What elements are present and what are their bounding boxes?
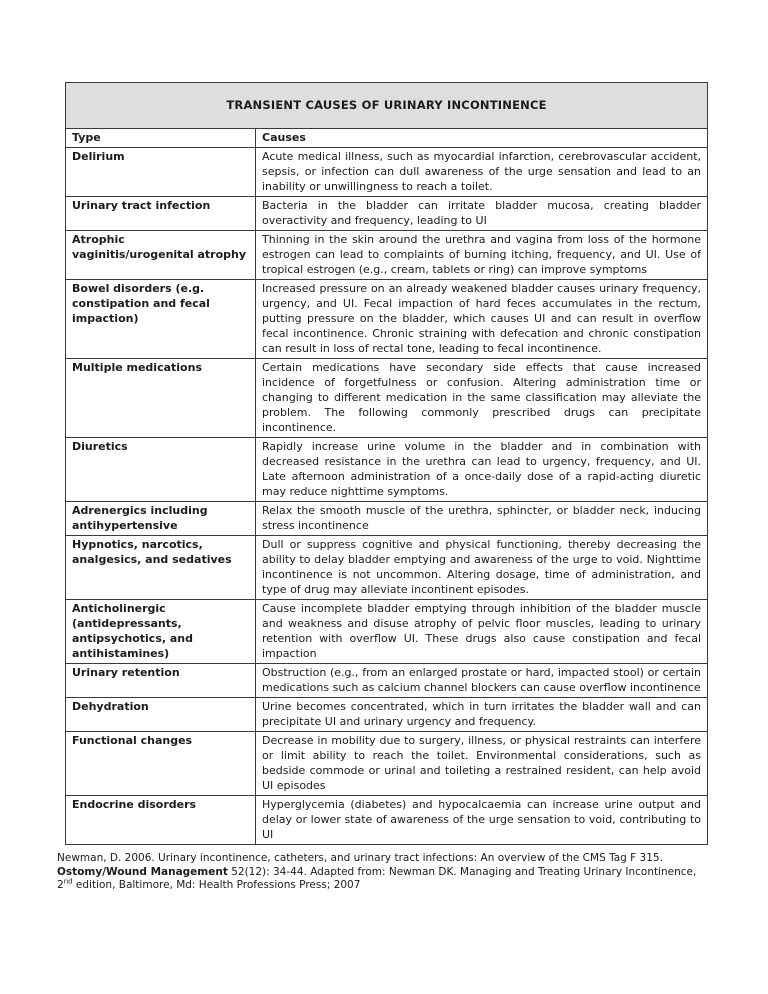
causes-cell: Obstruction (e.g., from an enlarged prostate or hard, impacted stool) or certain medications such as calcium channel blockers can cause overflow incontinence <box>256 664 708 698</box>
table-row <box>66 231 708 280</box>
table-row <box>66 732 708 796</box>
citation-text-1: Newman, D. 2006. Urinary incontinence, catheters, and urinary tract infections: An overview of the CMS Tag F 315. <box>57 852 663 864</box>
column-header-causes: Causes <box>256 129 708 148</box>
causes-cell: Increased pressure on an already weakened bladder causes urinary frequency, urgency, and UI. Fecal impaction of hard feces accumulates in the rectum, putting pressure on the bladder, which causes UI and can result in overflow fecal incontinence. Chronic straining with defecation and chronic constipation can result in loss of rectal tone, leading to fecal incontinence. <box>256 280 708 359</box>
type-cell: Hypnotics, narcotics, analgesics, and sedatives <box>66 536 256 600</box>
type-cell: Bowel disorders (e.g. constipation and fecal impaction) <box>66 280 256 359</box>
table-row <box>66 698 708 732</box>
causes-cell: Urine becomes concentrated, which in turn irritates the bladder wall and can precipitate UI and urinary urgency and frequency. <box>256 698 708 732</box>
type-cell: Functional changes <box>66 732 256 796</box>
citation-text-2: 52(12): 34-44. Adapted from: Newman DK. Managing and Treating Urinary Incontinence, 2 <box>57 865 697 891</box>
causes-cell: Bacteria in the bladder can irritate bladder mucosa, creating bladder overactivity and frequency, leading to UI <box>256 197 708 231</box>
causes-cell: Certain medications have secondary side effects that cause increased incidence of forgetfulness or confusion. Altering administration time or changing to different medication in the same classification may alleviate the problem. The following commonly prescribed drugs can precipitate incontinence. <box>256 359 708 438</box>
table-row <box>66 197 708 231</box>
citation-text-3: edition, Baltimore, Md: Health Professions Press; 2007 <box>72 879 361 891</box>
table-title-row <box>66 83 708 129</box>
type-cell: Urinary retention <box>66 664 256 698</box>
table-row <box>66 502 708 536</box>
table-header-row <box>66 129 708 148</box>
type-cell: Dehydration <box>66 698 256 732</box>
citation-journal-title: Ostomy/Wound Management <box>57 865 228 878</box>
type-cell: Diuretics <box>66 438 256 502</box>
table-row <box>66 280 708 359</box>
type-cell: Adrenergics including antihypertensive <box>66 502 256 536</box>
type-cell: Urinary tract infection <box>66 197 256 231</box>
transient-causes-table <box>65 82 708 845</box>
type-cell: Atrophic vaginitis/urogenital atrophy <box>66 231 256 280</box>
type-cell: Endocrine disorders <box>66 796 256 845</box>
table-row <box>66 148 708 197</box>
causes-cell: Decrease in mobility due to surgery, illness, or physical restraints can interfere or limit ability to reach the toilet. Environmental considerations, such as bedside commode or urinal and toileting a restrained resident, can help avoid UI episodes <box>256 732 708 796</box>
type-cell: Anticholinergic (antidepressants, antipsychotics, and antihistamines) <box>66 600 256 664</box>
type-cell: Multiple medications <box>66 359 256 438</box>
causes-cell: Dull or suppress cognitive and physical functioning, thereby decreasing the ability to delay bladder emptying and awareness of the urge to void. Nighttime incontinence is not uncommon. Altering dosage, time of administration, and type of drug may alleviate incontinent episodes. <box>256 536 708 600</box>
table-title: TRANSIENT CAUSES OF URINARY INCONTINENCE <box>66 83 708 129</box>
causes-cell: Relax the smooth muscle of the urethra, sphincter, or bladder neck, inducing stress incontinence <box>256 502 708 536</box>
table-row <box>66 796 708 845</box>
table-row <box>66 438 708 502</box>
type-cell: Delirium <box>66 148 256 197</box>
citation-footer <box>57 852 711 893</box>
table-row <box>66 536 708 600</box>
table-row <box>66 664 708 698</box>
causes-cell: Thinning in the skin around the urethra and vagina from loss of the hormone estrogen can lead to complaints of burning itching, frequency, and UI. Use of tropical estrogen (e.g., cream, tablets or ring) can improve symptoms <box>256 231 708 280</box>
causes-cell: Rapidly increase urine volume in the bladder and in combination with decreased resistance in the urethra can lead to urgency, frequency, and UI. Late afternoon administration of a once-daily dose of a rapid-acting diuretic may reduce nighttime symptoms. <box>256 438 708 502</box>
citation-ordinal-suffix: nd <box>63 877 73 886</box>
table-row <box>66 600 708 664</box>
causes-cell: Acute medical illness, such as myocardial infarction, cerebrovascular accident, sepsis, or infection can dull awareness of the urge sensation and lead to an inability or unwillingness to reach a toilet. <box>256 148 708 197</box>
causes-cell: Cause incomplete bladder emptying through inhibition of the bladder muscle and weakness and disuse atrophy of pelvic floor muscles, leading to urinary retention with overflow UI. These drugs also cause constipation and fecal impaction <box>256 600 708 664</box>
column-header-type: Type <box>66 129 256 148</box>
table-row <box>66 359 708 438</box>
causes-cell: Hyperglycemia (diabetes) and hypocalcaemia can increase urine output and delay or lower state of awareness of the urge sensation to void, contributing to UI <box>256 796 708 845</box>
